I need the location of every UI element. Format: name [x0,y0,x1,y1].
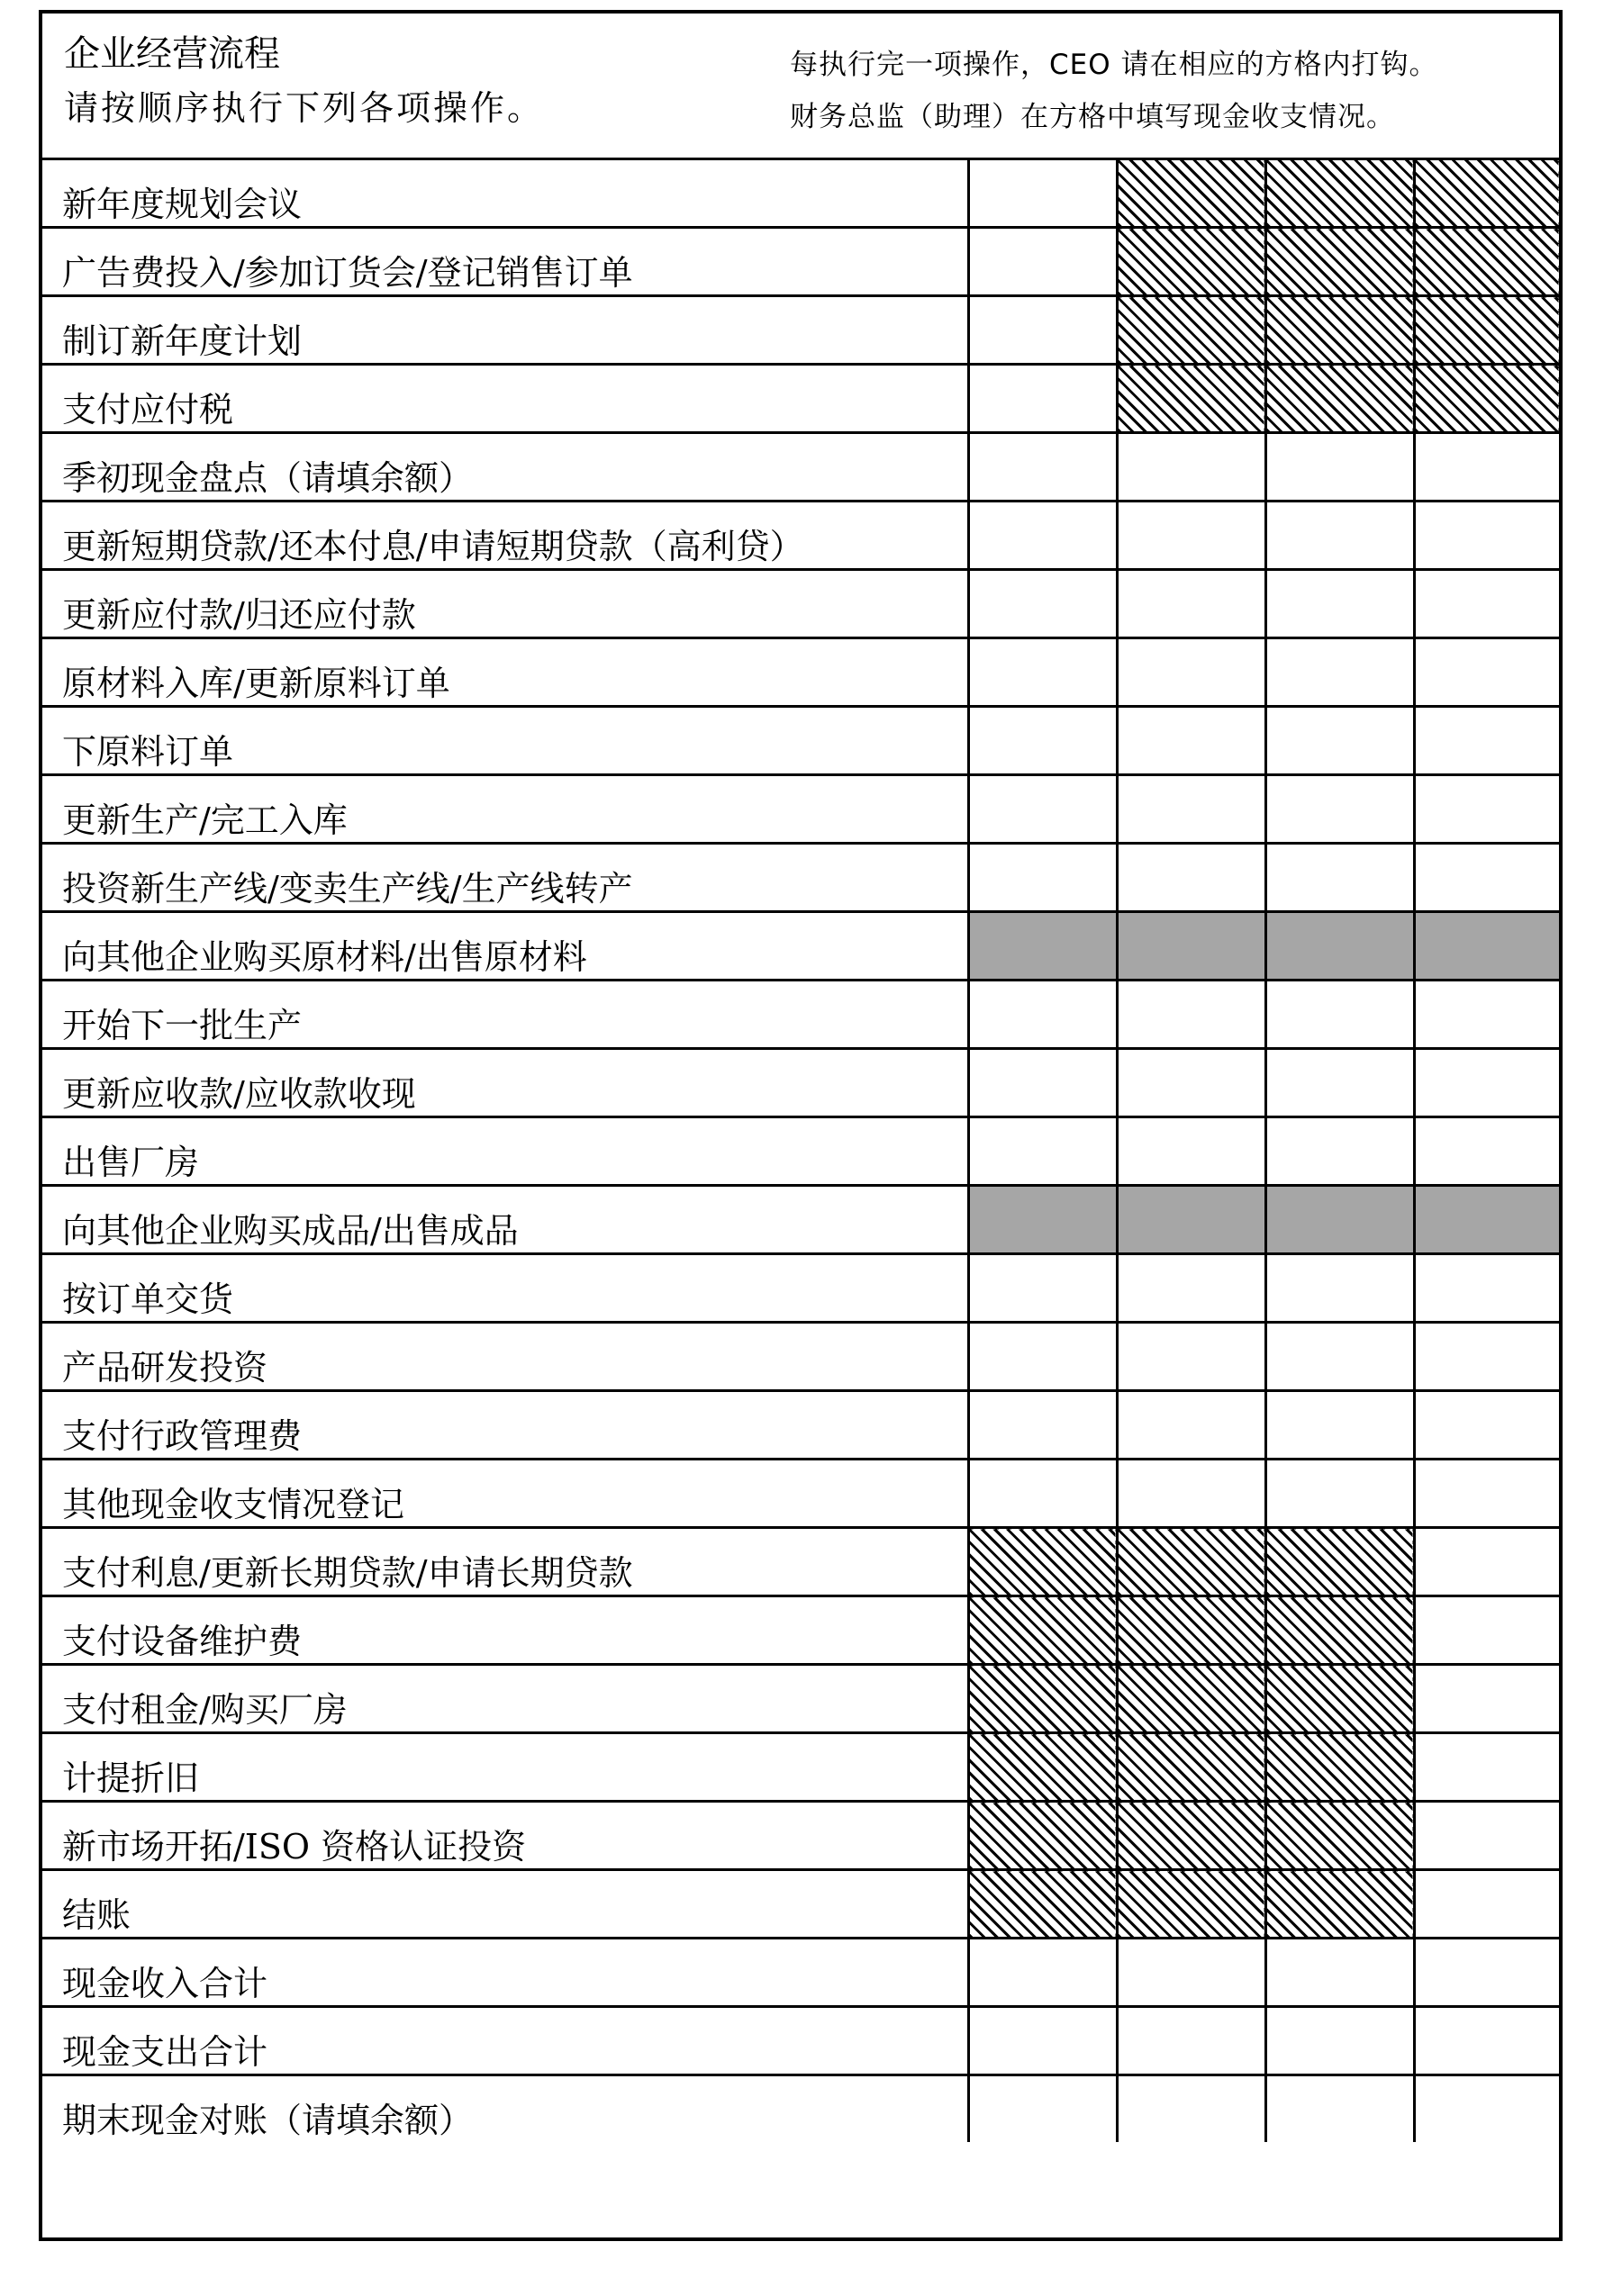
shaded-cell [1414,912,1559,981]
check-box-q1[interactable] [968,844,1117,912]
shaded-cell [1117,1186,1265,1254]
check-box-q3[interactable] [1265,2007,1414,2075]
check-box-q4[interactable] [1414,1254,1559,1323]
table-row [42,638,1559,707]
check-box-q2[interactable] [1117,1939,1265,2007]
table-row [42,707,1559,775]
operation-label: 期末现金对账（请填余额） [42,2075,968,2143]
check-box-q4[interactable] [1414,1117,1559,1186]
table-row [42,228,1559,296]
check-box-q2[interactable] [1117,1117,1265,1186]
check-box-q2[interactable] [1117,1460,1265,1528]
check-box-q2[interactable] [1117,638,1265,707]
operation-label: 开始下一批生产 [42,981,968,1049]
operation-label: 下原料订单 [42,707,968,775]
table-row [42,296,1559,365]
check-box-q1[interactable] [968,2075,1117,2143]
table-row [42,981,1559,1049]
check-box-q3[interactable] [1265,775,1414,844]
operation-label: 按订单交货 [42,1254,968,1323]
check-box-q3[interactable] [1265,844,1414,912]
check-box-q3[interactable] [1265,1460,1414,1528]
check-box-q1[interactable] [968,502,1117,570]
check-box-q3[interactable] [1265,570,1414,638]
check-box-q1[interactable] [968,365,1117,433]
table-row [42,1528,1559,1596]
hatched-cell [1117,1528,1265,1596]
operation-label: 原材料入库/更新原料订单 [42,638,968,707]
check-box-q4[interactable] [1414,1665,1559,1733]
check-box-q4[interactable] [1414,433,1559,502]
header-left [64,33,544,129]
instruction-ceo: 每执行完一项操作，CEO 请在相应的方格内打钩。 [790,49,1438,81]
check-box-q2[interactable] [1117,1323,1265,1391]
table-row [42,1802,1559,1870]
shaded-cell [1414,1186,1559,1254]
operation-label: 向其他企业购买成品/出售成品 [42,1186,968,1254]
hatched-cell [968,1528,1117,1596]
table-row [42,1391,1559,1460]
check-box-q4[interactable] [1414,638,1559,707]
check-box-q3[interactable] [1265,2075,1414,2143]
shaded-cell [1265,912,1414,981]
operation-label: 现金支出合计 [42,2007,968,2075]
table-row [42,1254,1559,1323]
hatched-cell [1117,1665,1265,1733]
check-box-q3[interactable] [1265,638,1414,707]
check-box-q3[interactable] [1265,1391,1414,1460]
check-box-q2[interactable] [1117,433,1265,502]
hatched-cell [1414,160,1559,228]
check-box-q1[interactable] [968,2007,1117,2075]
shaded-cell [1117,912,1265,981]
hatched-cell [1117,1870,1265,1939]
operation-label: 出售厂房 [42,1117,968,1186]
table-row [42,1939,1559,2007]
shaded-cell [1265,1186,1414,1254]
table-row [42,1596,1559,1665]
operation-label: 制订新年度计划 [42,296,968,365]
operation-label: 现金收入合计 [42,1939,968,2007]
check-box-q4[interactable] [1414,844,1559,912]
table-row [42,570,1559,638]
check-box-q2[interactable] [1117,1391,1265,1460]
table-row [42,1460,1559,1528]
check-box-q2[interactable] [1117,707,1265,775]
table-row [42,2007,1559,2075]
hatched-cell [968,1665,1117,1733]
check-box-q2[interactable] [1117,570,1265,638]
hatched-cell [1265,228,1414,296]
table-row [42,1733,1559,1802]
hatched-cell [1414,228,1559,296]
operation-label: 向其他企业购买原材料/出售原材料 [42,912,968,981]
operation-label: 其他现金收支情况登记 [42,1460,968,1528]
check-box-q3[interactable] [1265,981,1414,1049]
process-form [39,10,1563,2241]
check-box-q3[interactable] [1265,433,1414,502]
hatched-cell [1265,365,1414,433]
table-row [42,1049,1559,1117]
hatched-cell [1117,228,1265,296]
hatched-cell [968,1596,1117,1665]
check-box-q3[interactable] [1265,1049,1414,1117]
hatched-cell [1117,1596,1265,1665]
check-box-q4[interactable] [1414,1596,1559,1665]
check-box-q3[interactable] [1265,502,1414,570]
operation-label: 季初现金盘点（请填余额） [42,433,968,502]
operation-label: 新市场开拓/ISO 资格认证投资 [42,1802,968,1870]
check-box-q1[interactable] [968,1391,1117,1460]
hatched-cell [1117,1802,1265,1870]
check-box-q1[interactable] [968,1049,1117,1117]
operation-label: 更新生产/完工入库 [42,775,968,844]
check-box-q1[interactable] [968,638,1117,707]
check-box-q4[interactable] [1414,1802,1559,1870]
check-box-q1[interactable] [968,1254,1117,1323]
check-box-q4[interactable] [1414,1391,1559,1460]
check-box-q1[interactable] [968,1939,1117,2007]
operation-label: 支付利息/更新长期贷款/申请长期贷款 [42,1528,968,1596]
hatched-cell [1414,365,1559,433]
header-instructions [790,48,1438,134]
operation-label: 更新应付款/归还应付款 [42,570,968,638]
hatched-cell [1117,296,1265,365]
table-row [42,2075,1559,2143]
check-box-q3[interactable] [1265,1117,1414,1186]
operation-label: 结账 [42,1870,968,1939]
hatched-cell [1414,296,1559,365]
table-row [42,160,1559,228]
hatched-cell [1265,1870,1414,1939]
hatched-cell [1265,1528,1414,1596]
check-box-q1[interactable] [968,228,1117,296]
operation-label: 支付租金/购买厂房 [42,1665,968,1733]
check-box-q1[interactable] [968,296,1117,365]
operation-label: 支付设备维护费 [42,1596,968,1665]
check-box-q1[interactable] [968,1323,1117,1391]
operation-label: 计提折旧 [42,1733,968,1802]
operation-label: 更新应收款/应收款收现 [42,1049,968,1117]
instruction-finance: 财务总监（助理）在方格中填写现金收支情况。 [790,101,1395,133]
check-box-q2[interactable] [1117,775,1265,844]
check-box-q2[interactable] [1117,502,1265,570]
check-box-q1[interactable] [968,981,1117,1049]
check-box-q2[interactable] [1117,2075,1265,2143]
table-row [42,365,1559,433]
check-box-q4[interactable] [1414,1323,1559,1391]
table-row [42,1870,1559,1939]
form-title: 企业经营流程 [64,33,280,75]
hatched-cell [968,1802,1117,1870]
check-box-q1[interactable] [968,160,1117,228]
hatched-cell [968,1870,1117,1939]
operation-label: 新年度规划会议 [42,160,968,228]
check-box-q2[interactable] [1117,981,1265,1049]
check-box-q3[interactable] [1265,1323,1414,1391]
table-row [42,775,1559,844]
hatched-cell [968,1733,1117,1802]
check-box-q4[interactable] [1414,2075,1559,2143]
check-box-q4[interactable] [1414,1733,1559,1802]
operation-label: 投资新生产线/变卖生产线/生产线转产 [42,844,968,912]
check-box-q4[interactable] [1414,502,1559,570]
check-box-q1[interactable] [968,1117,1117,1186]
operation-label: 产品研发投资 [42,1323,968,1391]
hatched-cell [1117,365,1265,433]
hatched-cell [1117,1733,1265,1802]
table-row [42,1323,1559,1391]
check-box-q1[interactable] [968,707,1117,775]
check-box-q3[interactable] [1265,1254,1414,1323]
form-header [42,14,1559,160]
check-box-q4[interactable] [1414,775,1559,844]
check-box-q4[interactable] [1414,2007,1559,2075]
check-box-q3[interactable] [1265,707,1414,775]
form-subtitle: 请按顺序执行下列各项操作。 [64,88,545,128]
check-box-q3[interactable] [1265,1939,1414,2007]
check-box-q1[interactable] [968,433,1117,502]
check-box-q1[interactable] [968,1460,1117,1528]
check-box-q1[interactable] [968,570,1117,638]
operation-label: 支付行政管理费 [42,1391,968,1460]
hatched-cell [1265,1596,1414,1665]
check-box-q1[interactable] [968,775,1117,844]
table-row [42,433,1559,502]
hatched-cell [1265,1802,1414,1870]
check-box-q2[interactable] [1117,2007,1265,2075]
operation-label: 更新短期贷款/还本付息/申请短期贷款（高利贷） [42,502,968,570]
shaded-cell [968,912,1117,981]
table-row [42,844,1559,912]
check-box-q4[interactable] [1414,1460,1559,1528]
hatched-cell [1265,1733,1414,1802]
operation-label: 支付应付税 [42,365,968,433]
operations-table-body [42,160,1559,2142]
check-box-q4[interactable] [1414,981,1559,1049]
check-box-q4[interactable] [1414,1528,1559,1596]
hatched-cell [1265,1665,1414,1733]
operations-table [42,160,1559,2142]
shaded-cell [968,1186,1117,1254]
check-box-q4[interactable] [1414,1939,1559,2007]
check-box-q2[interactable] [1117,1049,1265,1117]
table-row [42,502,1559,570]
check-box-q4[interactable] [1414,1870,1559,1939]
table-row [42,1186,1559,1254]
table-row [42,912,1559,981]
check-box-q2[interactable] [1117,844,1265,912]
hatched-cell [1265,296,1414,365]
check-box-q2[interactable] [1117,1254,1265,1323]
hatched-cell [1265,160,1414,228]
table-row [42,1117,1559,1186]
table-row [42,1665,1559,1733]
check-box-q4[interactable] [1414,1049,1559,1117]
operation-label: 广告费投入/参加订货会/登记销售订单 [42,228,968,296]
hatched-cell [1117,160,1265,228]
check-box-q4[interactable] [1414,570,1559,638]
check-box-q4[interactable] [1414,707,1559,775]
